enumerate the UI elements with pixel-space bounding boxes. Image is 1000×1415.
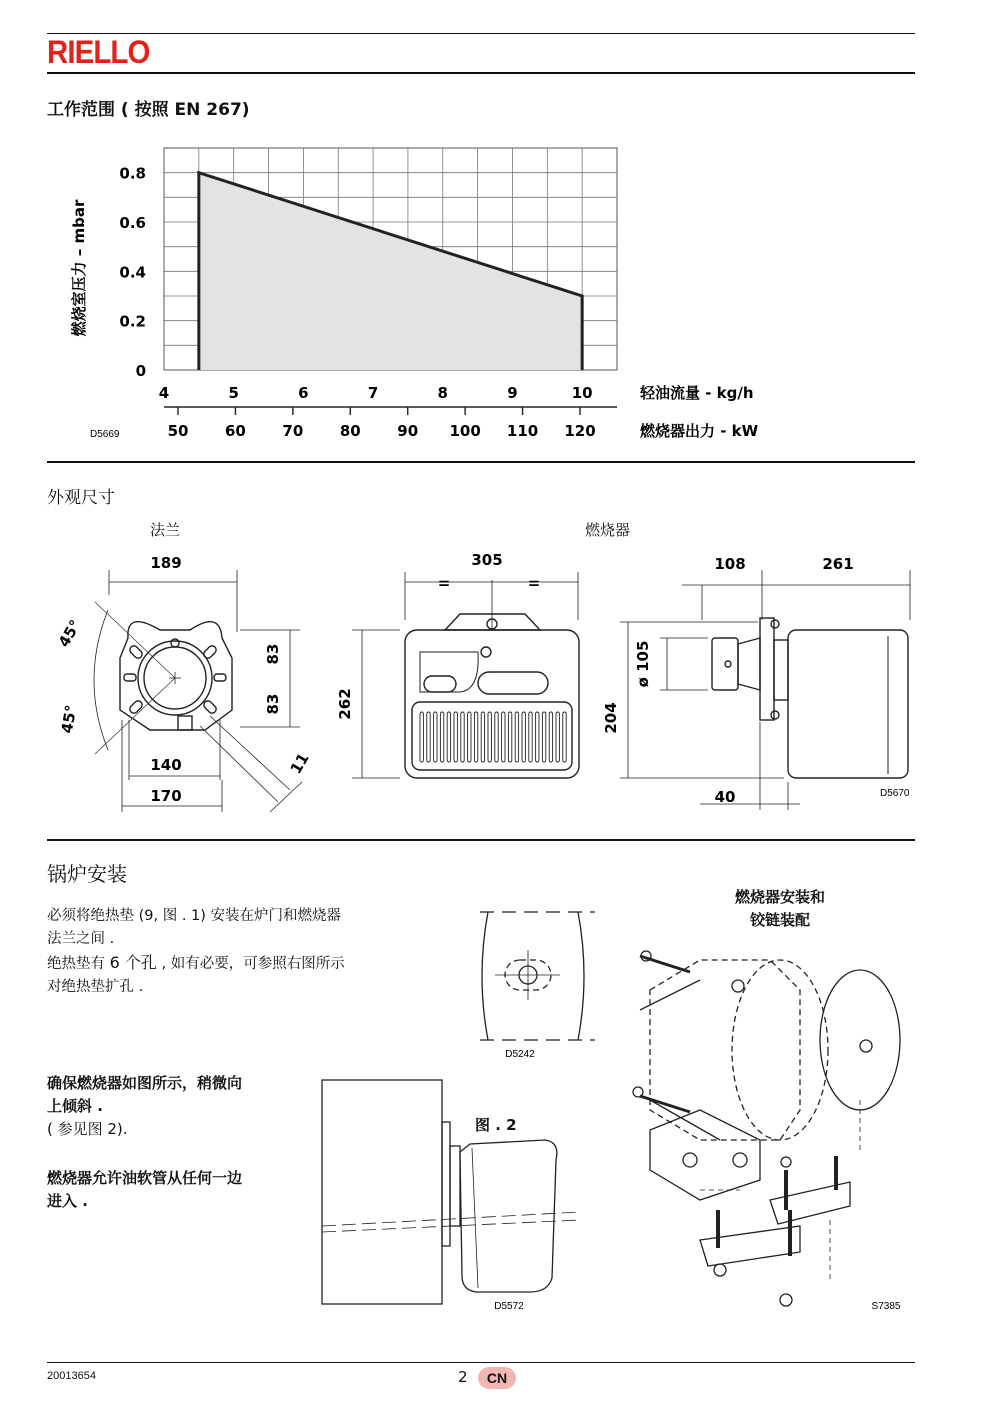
hinge-title-line1: 燃烧器安装和 <box>734 888 825 906</box>
x-tick-label: 5 <box>228 384 239 402</box>
chart-y-label: 燃烧室压力 – mbar <box>70 199 88 337</box>
tilt-line1: 确保燃烧器如图所示，稍微向 <box>47 1074 243 1092</box>
chart-y-ticks <box>119 165 146 380</box>
hose-line1: 燃烧器允许油软管从任何一边 <box>47 1169 243 1187</box>
dim-slot: 11 <box>286 749 313 778</box>
para2-b: 6 个孔 <box>109 953 157 972</box>
para1-line1: 必须将绝热垫 (9, 图 . 1) 安装在炉门和燃烧器 <box>47 908 342 924</box>
dim-flange-upper: 83 <box>264 643 282 665</box>
figure-id-d5670: D5670 <box>880 788 910 799</box>
chart-x2-axis <box>164 407 617 440</box>
dim-flange-lower: 83 <box>264 693 282 715</box>
x-tick-label: 10 <box>571 384 593 402</box>
dimension-drawings <box>0 540 1000 820</box>
y-tick-label: 0.2 <box>119 312 146 331</box>
y-tick-label: 0.8 <box>119 164 146 183</box>
burner-front-drawing <box>352 572 579 778</box>
page-number: 2 <box>458 1368 468 1386</box>
dim-front-width: 305 <box>471 551 503 569</box>
tilt-line3: ( 参见图 2). <box>47 1120 128 1138</box>
x-tick-label: 9 <box>507 384 518 402</box>
y-tick-label: 0.4 <box>119 263 146 282</box>
doc-number: 20013654 <box>47 1370 96 1382</box>
x2-tick-label: 120 <box>564 422 596 440</box>
x-tick-label: 6 <box>298 384 309 402</box>
operating-range-title: 工作范围 ( 按照 EN 267) <box>47 100 250 120</box>
grille-slot <box>542 712 545 762</box>
x-tick-label: 8 <box>437 384 448 402</box>
x-tick-label: 4 <box>158 384 170 402</box>
dim-flange-width: 189 <box>150 554 182 572</box>
language-badge: CN <box>478 1367 516 1389</box>
figure-id-d5572: D5572 <box>494 1301 524 1312</box>
x2-tick-label: 110 <box>506 422 539 440</box>
dim-angle-bottom: 45° <box>57 703 81 735</box>
section-rule-1 <box>47 461 915 463</box>
section-rule-2 <box>47 839 915 841</box>
grille-slot <box>468 712 471 762</box>
dimensions-title: 外观尺寸 <box>47 488 115 508</box>
dim-equal-right: = <box>527 574 541 592</box>
dim-hole-span: 140 <box>150 756 182 774</box>
x2-tick-label: 100 <box>449 422 481 440</box>
dim-side-40: 40 <box>714 788 736 806</box>
para2-line2: 对绝热垫扩孔 . <box>47 979 144 995</box>
grille-slot <box>495 712 498 762</box>
burner-side-drawing <box>620 570 910 810</box>
installation-drawings <box>0 860 1000 1320</box>
x2-tick-label: 60 <box>224 422 246 440</box>
operating-range-chart <box>0 0 1000 460</box>
y-tick-label: 0.6 <box>119 214 146 232</box>
x2-tick-label: 80 <box>339 422 361 440</box>
flange-drawing <box>94 570 302 812</box>
tilt-drawing <box>322 1080 580 1304</box>
grille-slot <box>515 712 518 762</box>
dim-angle-top: 45° <box>54 616 85 651</box>
x2-tick-label: 90 <box>397 422 419 440</box>
para2-c: , 如有必要，可参照右图所示 <box>156 956 345 972</box>
grille-slot <box>529 712 532 762</box>
chart-x-label: 轻油流量 - kg/h <box>640 384 754 402</box>
dim-diameter: ø 105 <box>634 640 652 688</box>
hinge-assembly-drawing <box>633 951 900 1306</box>
grille-slot <box>440 712 443 762</box>
dim-equal-left: = <box>437 574 451 592</box>
para2-a: 绝热垫有 <box>47 956 110 972</box>
chart-x2-label: 燃烧器出力 - kW <box>640 422 759 440</box>
x-tick-label: 7 <box>367 384 379 402</box>
grille-slot <box>447 712 450 762</box>
grille-slot <box>461 712 464 762</box>
para1-line2: 法兰之间 . <box>47 931 115 947</box>
x2-tick-label: 70 <box>282 422 304 440</box>
dim-front-height: 262 <box>336 688 354 720</box>
grille-slot <box>502 712 505 762</box>
grille-slot <box>563 712 566 762</box>
gasket-drawing <box>480 912 595 1040</box>
grille-slot <box>556 712 559 762</box>
x2-tick-label: 50 <box>167 422 189 440</box>
figure-id-d5669: D5669 <box>90 429 120 440</box>
grille-slot <box>434 712 437 762</box>
chart-x-ticks <box>159 384 593 402</box>
grille-slot <box>522 712 525 762</box>
grille-slot <box>427 712 430 762</box>
flange-label: 法兰 <box>150 521 181 539</box>
tilt-line2: 上倾斜 . <box>47 1097 103 1115</box>
grille-slot <box>454 712 457 762</box>
hose-line2: 进入 . <box>47 1192 88 1210</box>
hinge-title-line2: 铰链装配 <box>749 911 810 929</box>
y-tick-label: 0 <box>135 362 146 380</box>
grille-slot <box>508 712 511 762</box>
grille-slot <box>536 712 539 762</box>
dim-side-261: 261 <box>822 555 854 573</box>
dim-side-204: 204 <box>602 702 620 734</box>
figure-id-d5242: D5242 <box>505 1049 535 1060</box>
burner-label: 燃烧器 <box>585 521 631 539</box>
grille-slot <box>488 712 491 762</box>
grille-slot <box>481 712 484 762</box>
grille-slot <box>474 712 477 762</box>
grille-slot <box>420 712 423 762</box>
dim-side-108: 108 <box>714 555 746 573</box>
dim-flange-total: 170 <box>150 787 182 805</box>
figure-id-s7385: S7385 <box>871 1301 901 1312</box>
riello-logo: RIELLO <box>47 34 150 70</box>
footer-rule <box>47 1362 915 1363</box>
grille-slot <box>549 712 552 762</box>
boiler-install-title: 锅炉安装 <box>47 862 127 886</box>
fig2-label: 图 . 2 <box>475 1116 517 1134</box>
